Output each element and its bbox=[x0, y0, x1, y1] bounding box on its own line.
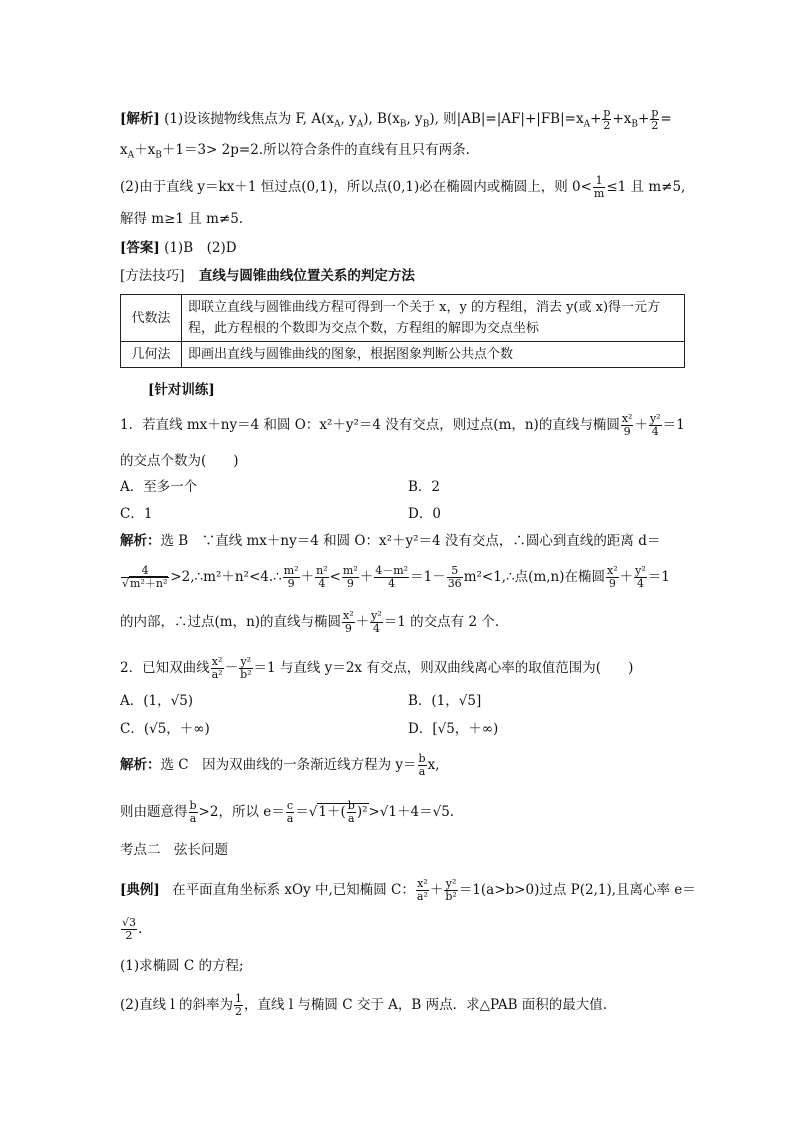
analysis-part2-line2: 解得 m≥1 且 m≠5. bbox=[120, 211, 244, 227]
example-q2-b: ，直线 l 与椭圆 C 交于 A，B 两点．求△PAB 面积的最大值. bbox=[244, 997, 608, 1013]
q2-stem: 2．已知双曲线 $\frac{\text{x²}}{\text{a²}}$ － $\frac{\text{y²}}{\text{b²}}$ ＝1 与直线 y＝2x 有交点，则双曲线离心率的取值范围为( ) bbox=[120, 655, 634, 681]
q2-stem-end: ＝1 与直线 y＝2x 有交点，则双曲线离心率的取值范围为( ) bbox=[253, 660, 634, 676]
method-name: 几何法 bbox=[121, 342, 182, 368]
training-label: [针对训练] bbox=[148, 382, 215, 398]
q2-sol-label: 解析： bbox=[120, 757, 161, 773]
q2-option-a: A．(1，√5) bbox=[120, 693, 194, 709]
example-q1: (1)求椭圆 C 的方程; bbox=[120, 958, 244, 974]
q1-stem-a: 1．若直线 mx＋ny＝4 和圆 O：x²＋y²＝4 没有交点，则过点(m，n)的直线与椭圆 bbox=[120, 417, 620, 433]
q2-sol-a: 选 C 因为双曲线的一条渐近线方程为 y＝ bbox=[160, 757, 417, 773]
q2-solution-1: 解析：选 C 因为双曲线的一条渐近线方程为 y＝ $\frac{b}{a}$ x, bbox=[120, 752, 440, 778]
method-name: 代数法 bbox=[121, 295, 182, 342]
analysis-line1-tail: 2p=2.所以符合条件的直线有且只有两条. bbox=[221, 142, 470, 158]
analysis-line-1: [解析] (1)设该抛物线焦点为 F, $A(x_A$, $y_A$), $B(x_B$, $y_B$), 则$|AB|=|AF|+|FB|=x_A+$ $\frac{p}{2}$ $+x_B+$ $\frac{p}{2}$ = bbox=[120, 106, 672, 132]
tips-label: [方法技巧] bbox=[120, 268, 185, 284]
example-line-2: $\frac{√3}{2}$ . bbox=[122, 916, 143, 942]
q1-solution-2: $\frac{4}{\text{√m²＋n²}}$ >2,∴m²＋n²<4.∴ $\frac{\text{m²}}{9}$ ＋ $\frac{\text{n²}}{4}$ < $\frac{\text{m²}}{9}$ ＋ $\frac{\text{4－m²}}{4}$ ＝1－ $\frac{5}{36}$ m²<1,∴点(m,n)在椭圆 $\frac{\text{x²}}{9}$ ＋ $\frac{\text{y²}}{4}$ ＝1 bbox=[122, 564, 670, 590]
q1-sol-c: 的内部，∴过点(m，n)的直线与椭圆 bbox=[120, 614, 342, 630]
q2-option-d: D．[√5，＋∞) bbox=[408, 721, 499, 737]
q1-option-c: C．1 bbox=[120, 506, 153, 522]
q2-option-c: C．(√5，＋∞) bbox=[120, 721, 210, 737]
q2-sol-b: 则由题意得 bbox=[120, 804, 188, 820]
q2-sol-b2: >2，所以 e＝ bbox=[198, 804, 285, 820]
table-row bbox=[121, 342, 685, 368]
tips-title: 直线与圆锥曲线位置关系的判定方法 bbox=[198, 268, 415, 284]
q2-stem-a: 2．已知双曲线 bbox=[120, 660, 210, 676]
example-text-end: ＝1(a>b>0)过点 P(2,1),且离心率 e＝ bbox=[458, 882, 696, 898]
answer-line bbox=[120, 238, 237, 258]
methods-table bbox=[120, 294, 685, 368]
analysis-line-4 bbox=[120, 209, 243, 229]
q2-option-b: B．(1，√5] bbox=[408, 693, 482, 709]
example-q2: (2)直线 l 的斜率为 $\frac{1}{2}$ ，直线 l 与椭圆 C 交于 A，B 两点．求△PAB 面积的最大值. bbox=[120, 992, 608, 1018]
analysis-line-3: (2)由于直线 y＝kx＋1 恒过点(0,1)，所以点(0,1)必在椭圆内或椭圆上，则 0< $\frac{1}{m}$ ≤1 且 m≠5, bbox=[120, 174, 686, 200]
example-text: 在平面直角坐标系 xOy 中,已知椭圆 C： bbox=[172, 882, 415, 898]
q1-option-b: B．2 bbox=[408, 479, 441, 495]
example-line-1: [典例] 在平面直角坐标系 xOy 中,已知椭圆 C： $\frac{\text{x²}}{\text{a²}}$ ＋ $\frac{\text{y²}}{\text{b²}}$ ＝1(a>b>0)过点 P(2,1),且离心率 e＝ bbox=[120, 877, 696, 903]
analysis-label: [解析] bbox=[120, 111, 160, 127]
q1-sol-c-end: ＝1 的交点有 2 个. bbox=[383, 614, 500, 630]
q1-sol-label: 解析： bbox=[120, 533, 161, 549]
q1-stem: 1．若直线 mx＋ny＝4 和圆 O：x²＋y²＝4 没有交点，则过点(m，n)的直线与椭圆 $\frac{\text{x²}}{9}$ ＋ $\frac{\text{y²}}{4}$ ＝1 bbox=[120, 412, 685, 438]
q1-sol-a: 选 B ∵直线 mx＋ny＝4 和圆 O：x²＋y²＝4 没有交点，∴圆心到直线的距离 d＝ bbox=[160, 533, 661, 549]
q1-sol-b: >2,∴m²＋n²<4.∴ bbox=[170, 569, 282, 585]
analysis-part2: (2)由于直线 y＝kx＋1 恒过点(0,1)，所以点(0,1)必在椭圆内或椭圆上，则 0< bbox=[120, 179, 592, 195]
example-label: [典例] bbox=[120, 882, 160, 898]
answer-text: (1)B (2)D bbox=[164, 240, 237, 256]
section-title: 考点二 弦长问题 bbox=[120, 842, 228, 858]
q2-sol-b3: >√1＋4＝√5. bbox=[368, 804, 455, 820]
q2-solution-2: 则由题意得 $\frac{b}{a}$ >2，所以 e＝ $\frac{c}{a}$ ＝√1＋( $\frac{b}{a}$ )²>√1＋4＝√5. bbox=[120, 799, 455, 825]
q1-solution-1 bbox=[120, 531, 660, 551]
table-row bbox=[121, 295, 685, 342]
method-desc: 即联立直线与圆锥曲线方程可得到一个关于 x，y 的方程组，消去 y(或 x)得一元方程，此方程根的个数即为交点个数，方程组的解即为交点坐标 bbox=[182, 295, 685, 342]
q1-option-d: D．0 bbox=[408, 506, 441, 522]
method-desc: 即画出直线与圆锥曲线的图象，根据图象判断公共点个数 bbox=[182, 342, 685, 368]
q1-solution-3: 的内部，∴过点(m，n)的直线与椭圆 $\frac{\text{x²}}{9}$ ＋ $\frac{\text{y²}}{4}$ ＝1 的交点有 2 个. bbox=[120, 609, 500, 635]
tips-line bbox=[120, 266, 415, 286]
analysis-part2-end: ≤1 且 m≠5, bbox=[606, 179, 686, 195]
answer-label: [答案] bbox=[120, 240, 160, 256]
analysis-line-2: $x_A+x_B+1=3> 2p=2$.所以符合条件的直线有且只有两条. bbox=[120, 142, 470, 161]
q1-option-a: A．至多一个 bbox=[120, 479, 198, 495]
analysis-part1: (1)设该抛物线焦点为 F, A(x bbox=[164, 111, 334, 127]
example-q2-a: (2)直线 l 的斜率为 bbox=[120, 997, 234, 1013]
q1-stem-b: 的交点个数为( ) bbox=[120, 453, 239, 469]
